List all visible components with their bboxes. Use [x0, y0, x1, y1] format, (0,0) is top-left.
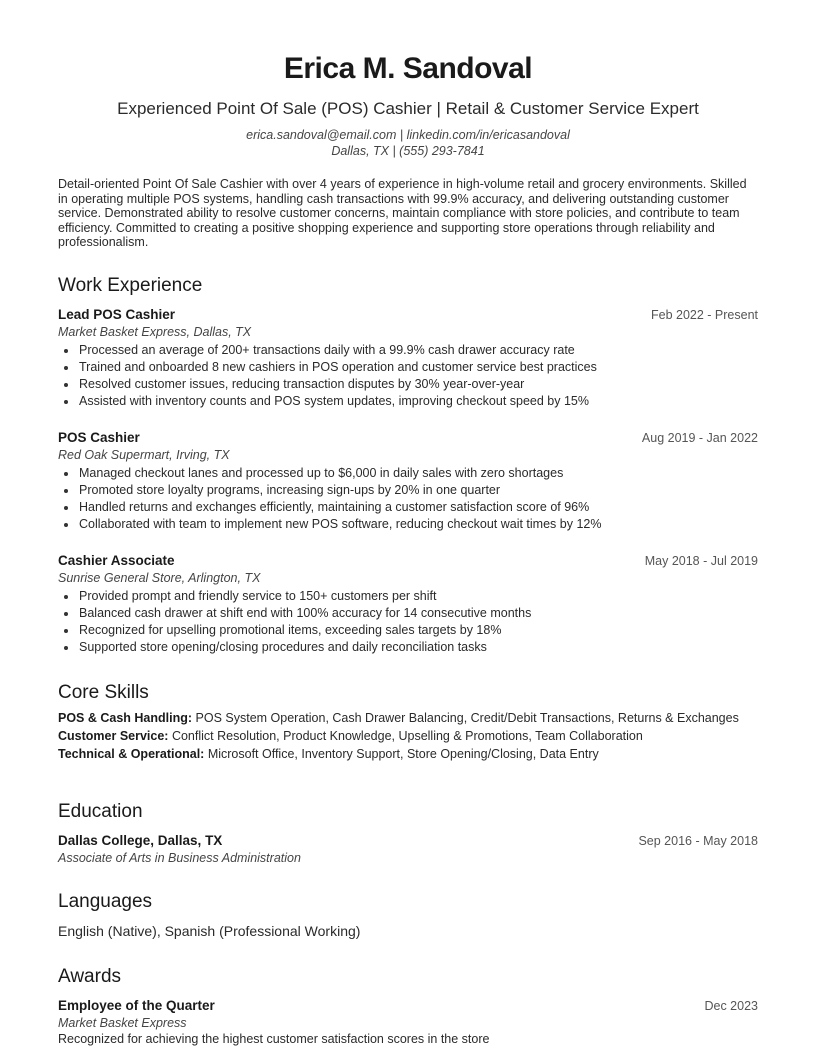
job-bullets — [58, 588, 758, 656]
list-item: Provided prompt and friendly service to 150+ customers per shift — [58, 588, 758, 605]
job-dates: Feb 2022 - Present — [650, 308, 758, 322]
list-item: Collaborated with team to implement new POS software, reducing checkout wait times by 12% — [58, 516, 758, 533]
award-org: Market Basket Express — [58, 1016, 187, 1030]
skill-row — [58, 711, 758, 725]
list-item: Managed checkout lanes and processed up to $6,000 in daily sales with zero shortages — [58, 465, 758, 482]
job-entry — [58, 307, 758, 410]
education-dates: Sep 2016 - May 2018 — [638, 834, 758, 848]
award-name: Employee of the Quarter — [58, 998, 215, 1013]
list-item: Balanced cash drawer at shift end with 100% accuracy for 14 consecutive months — [58, 605, 758, 622]
education-entry — [58, 833, 758, 867]
list-item: Assisted with inventory counts and POS system updates, improving checkout speed by 15% — [58, 393, 758, 410]
skills-list — [58, 711, 758, 765]
skill-label: POS & Cash Handling: — [58, 711, 193, 725]
skill-row — [58, 747, 758, 761]
skill-value: Conflict Resolution, Product Knowledge, Upselling & Promotions, Team Collaboration — [171, 729, 643, 743]
headline: Experienced Point Of Sale (POS) Cashier | Retail & Customer Service Expert — [117, 99, 699, 118]
job-company: Red Oak Supermart, Irving, TX — [58, 448, 230, 462]
section-title-skills: Core Skills — [58, 682, 149, 703]
section-title-languages: Languages — [58, 891, 153, 912]
list-item: Promoted store loyalty programs, increasing sign-ups by 20% in one quarter — [58, 482, 758, 499]
school-name: Dallas College, Dallas, TX — [58, 833, 223, 848]
job-title: Cashier Associate — [58, 553, 175, 568]
contact-location-phone: Dallas, TX | (555) 293-7841 — [331, 144, 485, 158]
job-title: Lead POS Cashier — [58, 307, 176, 322]
languages-text: English (Native), Spanish (Professional Working) — [58, 923, 361, 939]
job-dates: Aug 2019 - Jan 2022 — [641, 431, 758, 445]
job-entry — [58, 553, 758, 656]
skill-label: Technical & Operational: — [58, 747, 205, 761]
list-item: Handled returns and exchanges efficiently, maintaining a customer satisfaction score of 96% — [58, 499, 758, 516]
skill-value: POS System Operation, Cash Drawer Balancing, Credit/Debit Transactions, Returns & Exchanges — [195, 711, 739, 725]
skill-label: Customer Service: — [58, 729, 169, 743]
section-title-awards: Awards — [58, 966, 122, 987]
skill-value: Microsoft Office, Inventory Support, Store Opening/Closing, Data Entry — [207, 747, 599, 761]
list-item: Trained and onboarded 8 new cashiers in POS operation and customer service best practices — [58, 359, 758, 376]
candidate-name: Erica M. Sandoval — [283, 52, 533, 85]
job-entry — [58, 430, 758, 533]
job-bullets — [58, 342, 758, 410]
award-date: Dec 2023 — [704, 999, 758, 1013]
list-item: Resolved customer issues, reducing transaction disputes by 30% year-over-year — [58, 376, 758, 393]
award-description: Recognized for achieving the highest customer satisfaction scores in the store — [58, 1032, 490, 1046]
job-company: Sunrise General Store, Arlington, TX — [58, 571, 261, 585]
job-title: POS Cashier — [58, 430, 140, 445]
section-title-education: Education — [58, 801, 143, 822]
job-company: Market Basket Express, Dallas, TX — [58, 325, 252, 339]
skill-row — [58, 729, 758, 743]
degree: Associate of Arts in Business Administration — [58, 851, 301, 865]
list-item: Recognized for upselling promotional items, exceeding sales targets by 18% — [58, 622, 758, 639]
list-item: Supported store opening/closing procedures and daily reconciliation tasks — [58, 639, 758, 656]
professional-summary: Detail-oriented Point Of Sale Cashier with over 4 years of experience in high-volume retail and grocery environments. Skilled in operating multiple POS systems, handling cash transactions with 99.9% accuracy, and delivering outstanding customer service. Demonstrated ability to resolve customer concerns, maintain compliance with store policies, and contribute to team efficiency. Committed to creating a positive shopping experience and supporting store operations through reliability and professionalism. — [58, 177, 747, 250]
award-entry — [58, 998, 758, 1047]
job-bullets — [58, 465, 758, 533]
job-dates: May 2018 - Jul 2019 — [644, 554, 758, 568]
contact-email-linkedin: erica.sandoval@email.com | linkedin.com/in/ericasandoval — [246, 128, 570, 142]
list-item: Processed an average of 200+ transactions daily with a 99.9% cash drawer accuracy rate — [58, 342, 758, 359]
section-title-experience: Work Experience — [58, 275, 203, 296]
